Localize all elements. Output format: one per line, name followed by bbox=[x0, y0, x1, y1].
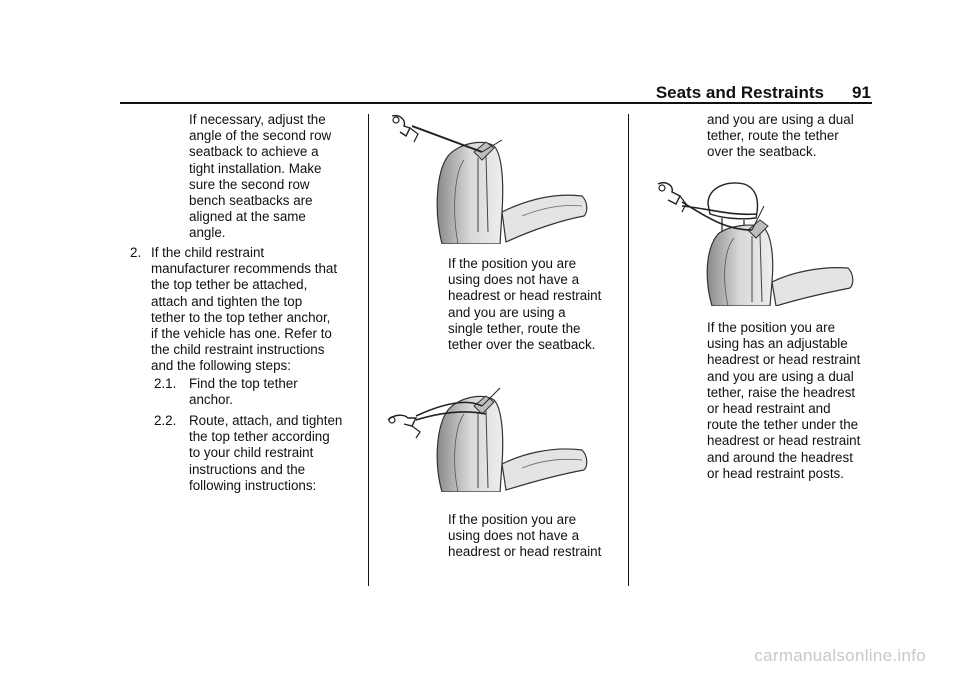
continued-paragraph: If necessary, adjust the angle of the second row seatback to achieve a tight installation. Make sure the second row bench seatbacks are aligned at the same angle. bbox=[189, 112, 332, 241]
watermark: carmanualsonline.info bbox=[754, 646, 926, 665]
header-rule bbox=[120, 102, 872, 104]
substep-2-2-text: Route, attach, and tighten the top tether according to your child restraint instructions and the following instructions: bbox=[189, 413, 343, 493]
substep-2-2-number: 2.2. bbox=[154, 413, 177, 428]
headrest-dual-tether-illustration bbox=[652, 174, 862, 306]
figure-2-caption: If the position you are using does not have a headrest or head restraint bbox=[448, 512, 602, 560]
step-2-number: 2. bbox=[130, 245, 142, 260]
column-divider-2 bbox=[628, 114, 629, 586]
step-2-text: If the child restraint manufacturer recommends that the top tether be attached, attach and tighten the top tether to the top tether anchor, if the vehicle has one. Refer to the child restraint instructions and the following steps: bbox=[151, 245, 338, 374]
substep-2-1-text: Find the top tether anchor. bbox=[189, 376, 298, 408]
dual-tether-seatback-illustration bbox=[382, 378, 614, 492]
figure-3-caption: If the position you are using has an adjustable headrest or head restraint and you are using a dual tether, raise the headrest or head restraint and route the tether under the headrest or head restraint and around the headrest or head restraint posts. bbox=[707, 320, 861, 481]
continued-caption: and you are using a dual tether, route the tether over the seatback. bbox=[707, 112, 854, 160]
single-tether-seatback-illustration bbox=[382, 112, 614, 244]
section-title: Seats and Restraints bbox=[655, 83, 824, 102]
column-divider-1 bbox=[368, 114, 369, 586]
figure-1-caption: If the position you are using does not have a headrest or head restraint and you are using a single tether, route the tether over the seatback. bbox=[448, 256, 602, 353]
substep-2-1-number: 2.1. bbox=[154, 376, 177, 391]
